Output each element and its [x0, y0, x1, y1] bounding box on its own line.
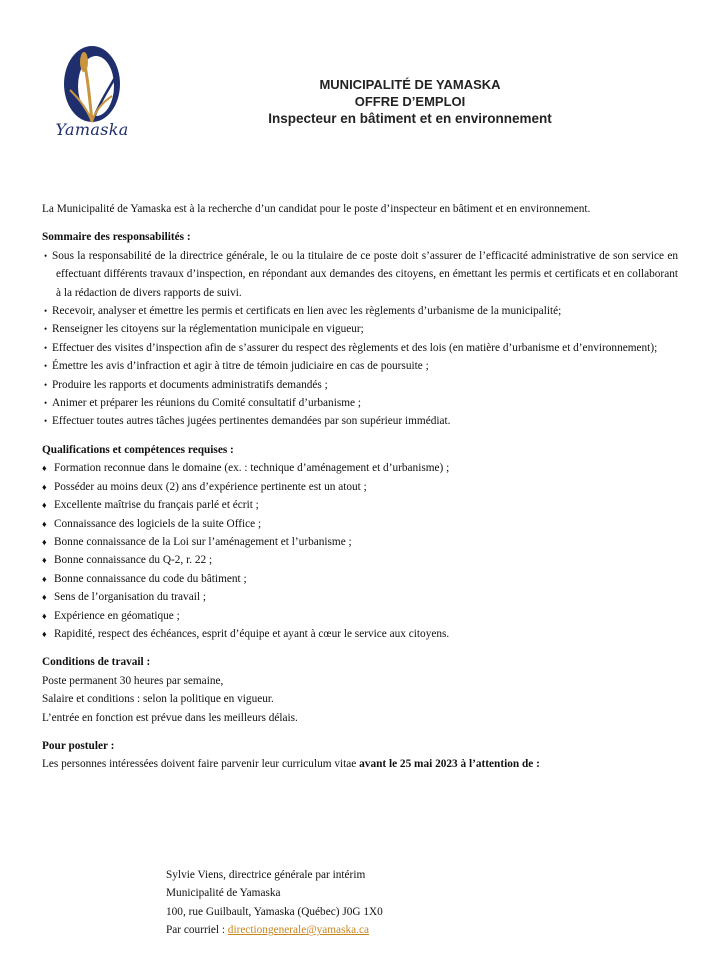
document-header: [200, 76, 620, 127]
email-link[interactable]: directiongenerale@yamaska.ca: [227, 924, 369, 937]
list-item: ♦ Bonne connaissance du Q-2, r. 22 ;: [42, 551, 678, 569]
contact-block: [166, 866, 383, 940]
apply-text: Les personnes intéressées doivent faire parvenir leur curriculum vitae: [42, 758, 360, 771]
list-item: • Recevoir, analyser et émettre les permis et certificats en lien avec les règlements d’urbanisme de la municipalité;: [42, 302, 678, 320]
yamaska-logo: [46, 40, 138, 165]
qualifications-list: [42, 459, 678, 643]
responsibilities-title: Sommaire des responsabilités :: [42, 231, 191, 244]
list-item: • Effectuer toutes autres tâches jugées pertinentes demandées par son supérieur immédiat.: [42, 412, 678, 430]
contact-organization: Municipalité de Yamaska: [166, 887, 281, 900]
apply-instructions: [42, 755, 678, 773]
municipality-title: MUNICIPALITÉ DE YAMASKA: [319, 77, 501, 92]
logo-text: Yamaska: [55, 120, 129, 139]
contact-email-line: [166, 921, 383, 939]
list-item: • Émettre les avis d’infraction et agir à titre de témoin judiciaire en cas de poursuite ;: [42, 357, 678, 375]
offer-title: OFFRE D’EMPLOI: [354, 94, 466, 109]
list-item: • Produire les rapports et documents administratifs demandés ;: [42, 376, 678, 394]
condition-line: Salaire et conditions : selon la politique en vigueur.: [42, 693, 274, 706]
list-item: ♦ Connaissance des logiciels de la suite Office ;: [42, 515, 678, 533]
list-item: ♦ Excellente maîtrise du français parlé et écrit ;: [42, 496, 678, 514]
contact-name: Sylvie Viens, directrice générale par intérim: [166, 869, 366, 881]
list-item: • Sous la responsabilité de la directrice générale, le ou la titulaire de ce poste doit s’assurer de l’efficacité administrative de son service en effectuant différents travaux d’inspection, en répondant aux demandes des citoyens, en émettant les permis et certificats et en collaborant à la rédaction de divers rapports de suivi.: [42, 247, 678, 302]
qualifications-title: Qualifications et compétences requises :: [42, 443, 234, 456]
email-label: Par courriel :: [166, 924, 228, 937]
list-item: ♦ Rapidité, respect des échéances, esprit d’équipe et ayant à cœur le service aux citoyens.: [42, 625, 678, 643]
contact-address: 100, rue Guilbault, Yamaska (Québec) J0G 1X0: [166, 905, 383, 918]
list-item: ♦ Sens de l’organisation du travail ;: [42, 588, 678, 606]
list-item: ♦ Posséder au moins deux (2) ans d’expérience pertinente est un atout ;: [42, 478, 678, 496]
apply-title: Pour postuler :: [42, 739, 115, 752]
apply-deadline: avant le 25 mai 2023 à l’attention de :: [359, 758, 540, 771]
condition-line: Poste permanent 30 heures par semaine,: [42, 674, 224, 687]
list-item: • Effectuer des visites d’inspection afin de s’assurer du respect des règlements et des lois (en matière d’urbanisme et d’environnement);: [42, 339, 678, 357]
list-item: • Animer et préparer les réunions du Comité consultatif d’urbanisme ;: [42, 394, 678, 412]
logo-cattail: [80, 52, 88, 72]
list-item: • Renseigner les citoyens sur la réglementation municipale en vigueur;: [42, 320, 678, 338]
responsibilities-list: [42, 247, 678, 431]
condition-line: L’entrée en fonction est prévue dans les meilleurs délais.: [42, 711, 298, 724]
conditions-title: Conditions de travail :: [42, 656, 151, 669]
list-item: ♦ Formation reconnue dans le domaine (ex. : technique d’aménagement et d’urbanisme) ;: [42, 459, 678, 477]
list-item: ♦ Bonne connaissance de la Loi sur l’aménagement et l’urbanisme ;: [42, 533, 678, 551]
list-item: ♦ Bonne connaissance du code du bâtiment ;: [42, 570, 678, 588]
intro-paragraph: La Municipalité de Yamaska est à la recherche d’un candidat pour le poste d’inspecteur en bâtiment et en environnement.: [42, 203, 591, 215]
document-body: [42, 200, 678, 774]
job-title: Inspecteur en bâtiment et en environnement: [268, 111, 552, 126]
list-item: ♦ Expérience en géomatique ;: [42, 607, 678, 625]
